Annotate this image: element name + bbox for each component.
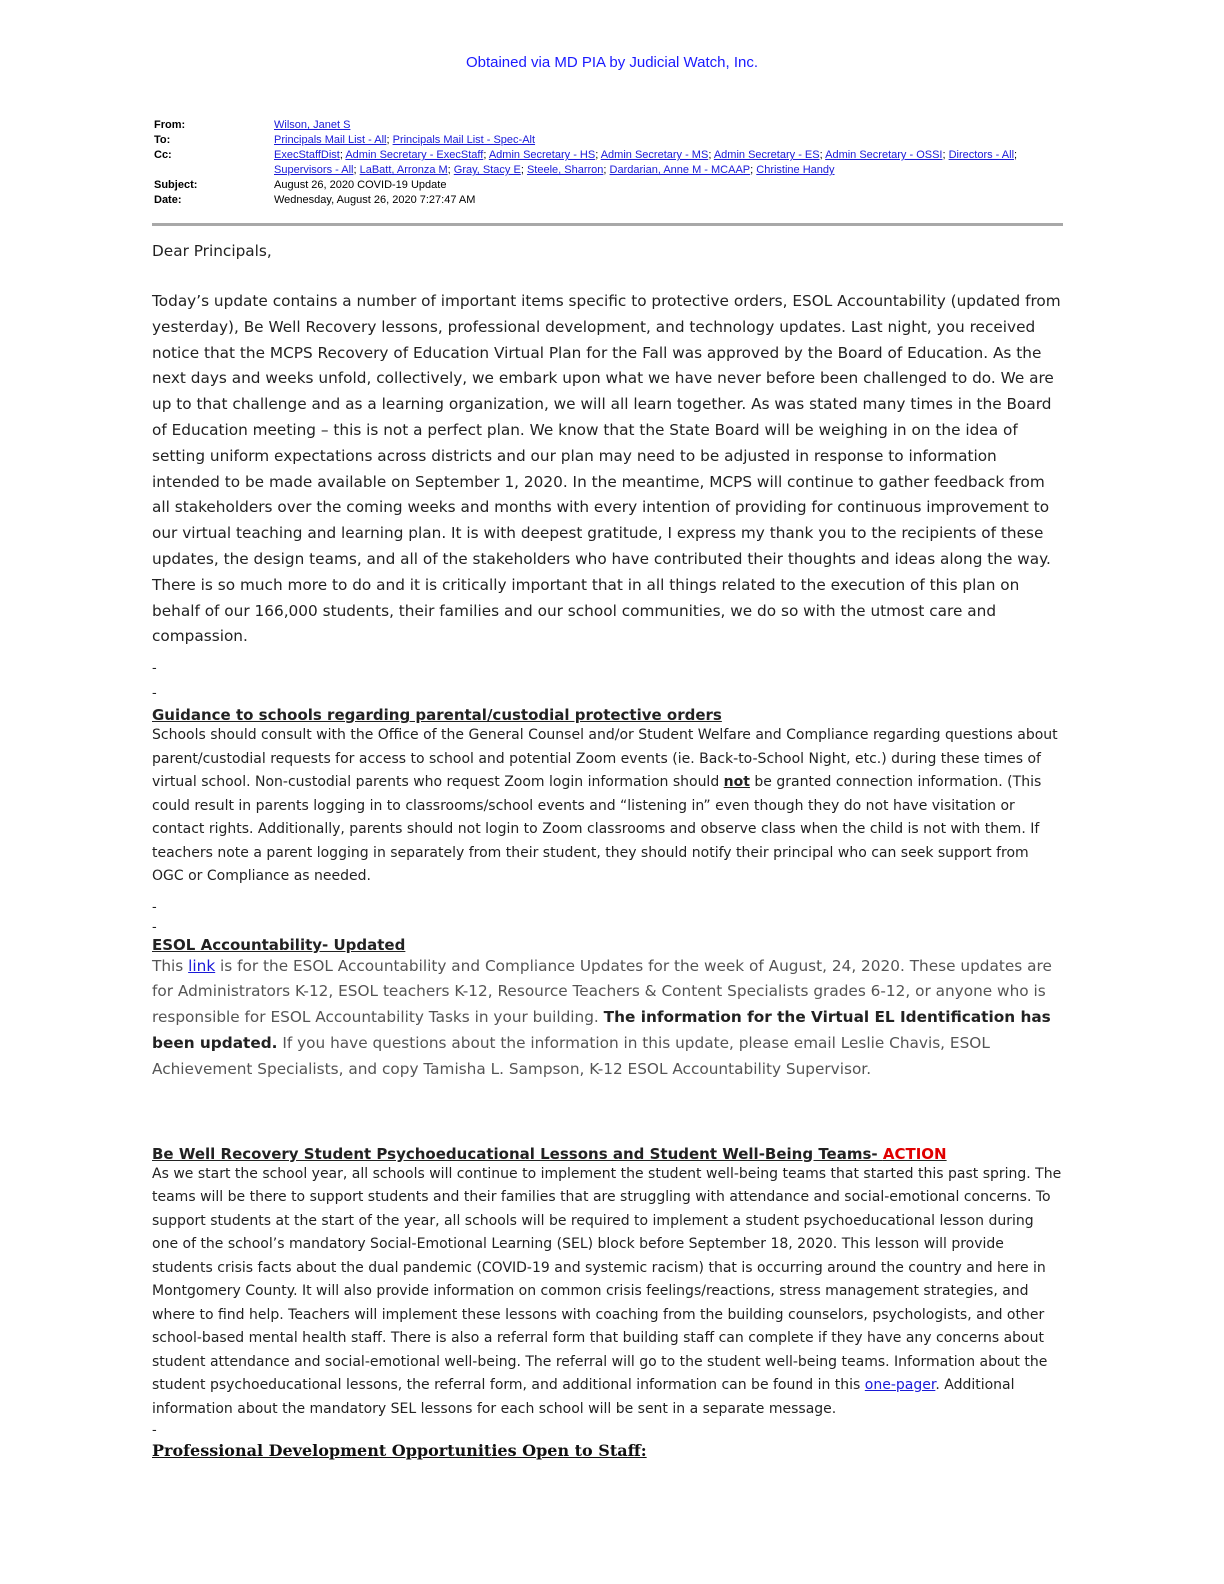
- email-body: [152, 240, 1062, 1460]
- cc-link[interactable]: Christine Handy: [756, 164, 835, 176]
- to-list: Principals Mail List - All; Principals Mail List - Spec-Alt: [274, 134, 536, 146]
- date-label: Date:: [154, 194, 182, 206]
- cc-link[interactable]: Admin Secretary - ES: [713, 149, 820, 161]
- dash-separator: -: [152, 919, 157, 935]
- cc-link[interactable]: Admin Secretary - OSSI: [825, 149, 943, 161]
- be-well-heading: [152, 1145, 1062, 1163]
- dash-separator: -: [152, 686, 157, 702]
- dash-separator: -: [152, 899, 157, 915]
- email-header: [154, 118, 1062, 208]
- text-span: be granted connection information. (This could result in parents logging in to classrooms/school events and “listening in” even though they do not have visitation or contact rights. Additionally, parents should not login to Zoom classrooms and observe class when the child is not with them. If teachers note a parent logging in separately from their student, they should notify their principal who can seek support from OGC or Compliance as needed.: [152, 774, 1042, 885]
- professional-development-heading: Professional Development Opportunities Open to Staff:: [152, 1441, 647, 1461]
- watermark: Obtained via MD PIA by Judicial Watch, Inc.: [465, 54, 759, 71]
- esol-heading: ESOL Accountability- Updated: [152, 935, 406, 954]
- subject-value: August 26, 2020 COVID-19 Update: [274, 179, 447, 191]
- date-row: [154, 193, 1062, 208]
- dash-separator: -: [152, 1423, 157, 1439]
- text-span: As we start the school year, all schools will continue to implement the student well-being teams that started this past spring. The teams will be there to support students and their families that are struggling with attendance and social-emotional concerns. To support students at the start of the year, all schools will be required to implement a student psychoeducational lesson during one of the school’s mandatory Social-Emotional Learning (SEL) block before September 18, 2020. This lesson will provide students crisis facts about the dual pandemic (COVID-19 and systemic racism) that is occurring around the country and here in Montgomery County. It will also provide information on common crisis feelings/reactions, stress management strategies, and where to find help. Teachers will implement these lessons with coaching from the building counselors, psychologists, and other school-based mental health staff. There is also a referral form that building staff can complete if they have any concerns about student attendance and social-emotional well-being. The referral will go to the student well-being teams. Information about the student psychoeducational lessons, the referral form, and additional information can be found in this: [152, 1165, 1062, 1394]
- cc-link[interactable]: LaBatt, Arronza M: [359, 164, 448, 176]
- action-tag: ACTION: [882, 1144, 947, 1163]
- from-link[interactable]: Wilson, Janet S: [274, 119, 351, 131]
- emphasis-not: not: [723, 774, 750, 791]
- to-row: [154, 133, 1062, 148]
- cc-link[interactable]: Directors - All: [948, 149, 1015, 161]
- subject-row: [154, 178, 1062, 193]
- cc-link[interactable]: Admin Secretary - MS: [600, 149, 709, 161]
- cc-link[interactable]: Steele, Sharron: [526, 164, 604, 176]
- cc-link[interactable]: Dardarian, Anne M - MCAAP: [609, 164, 751, 176]
- from-row: [154, 118, 1062, 133]
- intro-paragraph: Today’s update contains a number of important items specific to protective orders, ESOL Accountability (updated from yesterday), Be Well Recovery lessons, professional development, and technology updates. Last night, you received notice that the MCPS Recovery of Education Virtual Plan for the Fall was approved by the Board of Education. As the next days and weeks unfold, collectively, we embark upon what we have never before been challenged to do. We are up to that challenge and as a learning organization, we will all learn together. As was stated many times in the Board of Education meeting – this is not a perfect plan. We know that the State Board will be weighing in on the idea of setting uniform expectations across districts and our plan may need to be adjusted in response to information intended to be made available on September 1, 2020. In the meantime, MCPS will continue to gather feedback from all stakeholders over the coming weeks and months with every intention of providing for continuous improvement to our virtual teaching and learning plan. It is with deepest gratitude, I express my thank you to the recipients of these updates, the design teams, and all of the stakeholders who have contributed their thoughts and ideas along the way. There is so much more to do and it is critically important that in all things related to the execution of this plan on behalf of our 166,000 students, their families and our school communities, we do so with the utmost care and compassion.: [152, 292, 1061, 646]
- one-pager-link[interactable]: one-pager: [864, 1377, 936, 1394]
- to-link[interactable]: Principals Mail List - All: [274, 134, 387, 146]
- header-divider: [152, 223, 1063, 226]
- cc-link[interactable]: ExecStaffDist: [274, 149, 340, 161]
- esol-link[interactable]: link: [188, 956, 216, 975]
- cc-row: [154, 148, 1062, 178]
- to-label: To:: [154, 134, 171, 146]
- cc-list: ExecStaffDist; Admin Secretary - ExecStaff; Admin Secretary - HS; Admin Secretary - MS; Admin Secretary - ES; Admin Secretary - OSSI; Directors - All; Supervisors - All; LaBatt, Arronza M; Gray, Stacy E; Steele, Sharron; Dardarian, Anne M - MCAAP; Christine Handy: [274, 149, 1018, 176]
- protective-orders-heading: Guidance to schools regarding parental/custodial protective orders: [152, 706, 722, 725]
- to-link[interactable]: Principals Mail List - Spec-Alt: [392, 134, 536, 146]
- from-label: From:: [154, 119, 186, 131]
- esol-emphasis: The information for the Virtual EL Identification has been updated.: [152, 1008, 1051, 1053]
- cc-link[interactable]: Supervisors - All: [274, 164, 354, 176]
- cc-link[interactable]: Admin Secretary - ExecStaff: [345, 149, 484, 161]
- text-span: Be Well Recovery Student Psychoeducational Lessons and Student Well-Being Teams-: [152, 1144, 883, 1163]
- text-span: . Additional information about the mandatory SEL lessons for each school will be sent in a separate message.: [152, 1377, 1015, 1417]
- date-value: Wednesday, August 26, 2020 7:27:47 AM: [274, 194, 476, 206]
- protective-orders-paragraph: [152, 724, 1062, 889]
- subject-label: Subject:: [154, 179, 198, 191]
- text-span: is for the ESOL Accountability and Compliance Updates for the week of August, 24, 2020. These updates are for Administrators K-12, ESOL teachers K-12, Resource Teachers & Content Specialists grades 6-12, or anyone who is responsible for ESOL Accountability Tasks in your building.: [152, 956, 1052, 1027]
- dash-separator: -: [152, 661, 157, 677]
- text-span: If you have questions about the information in this update, please email Leslie Chavis, ESOL Achievement Specialists, and copy Tamisha L. Sampson, K-12 ESOL Accountability Supervisor.: [152, 1034, 990, 1078]
- be-well-paragraph: [152, 1163, 1062, 1422]
- cc-link[interactable]: Gray, Stacy E: [453, 164, 521, 176]
- cc-label: Cc:: [154, 149, 172, 161]
- greeting: Dear Principals,: [152, 242, 272, 260]
- text-span: Schools should consult with the Office of the General Counsel and/or Student Welfare and Compliance regarding questions about parent/custodial requests for access to school and potential Zoom events (ie. Back-to-School Night, etc.) during these times of virtual school. Non-custodial parents who request Zoom login information should: [152, 727, 1058, 791]
- cc-link[interactable]: Admin Secretary - HS: [488, 149, 596, 161]
- text-span: This: [152, 956, 189, 975]
- esol-paragraph: [152, 954, 1062, 1083]
